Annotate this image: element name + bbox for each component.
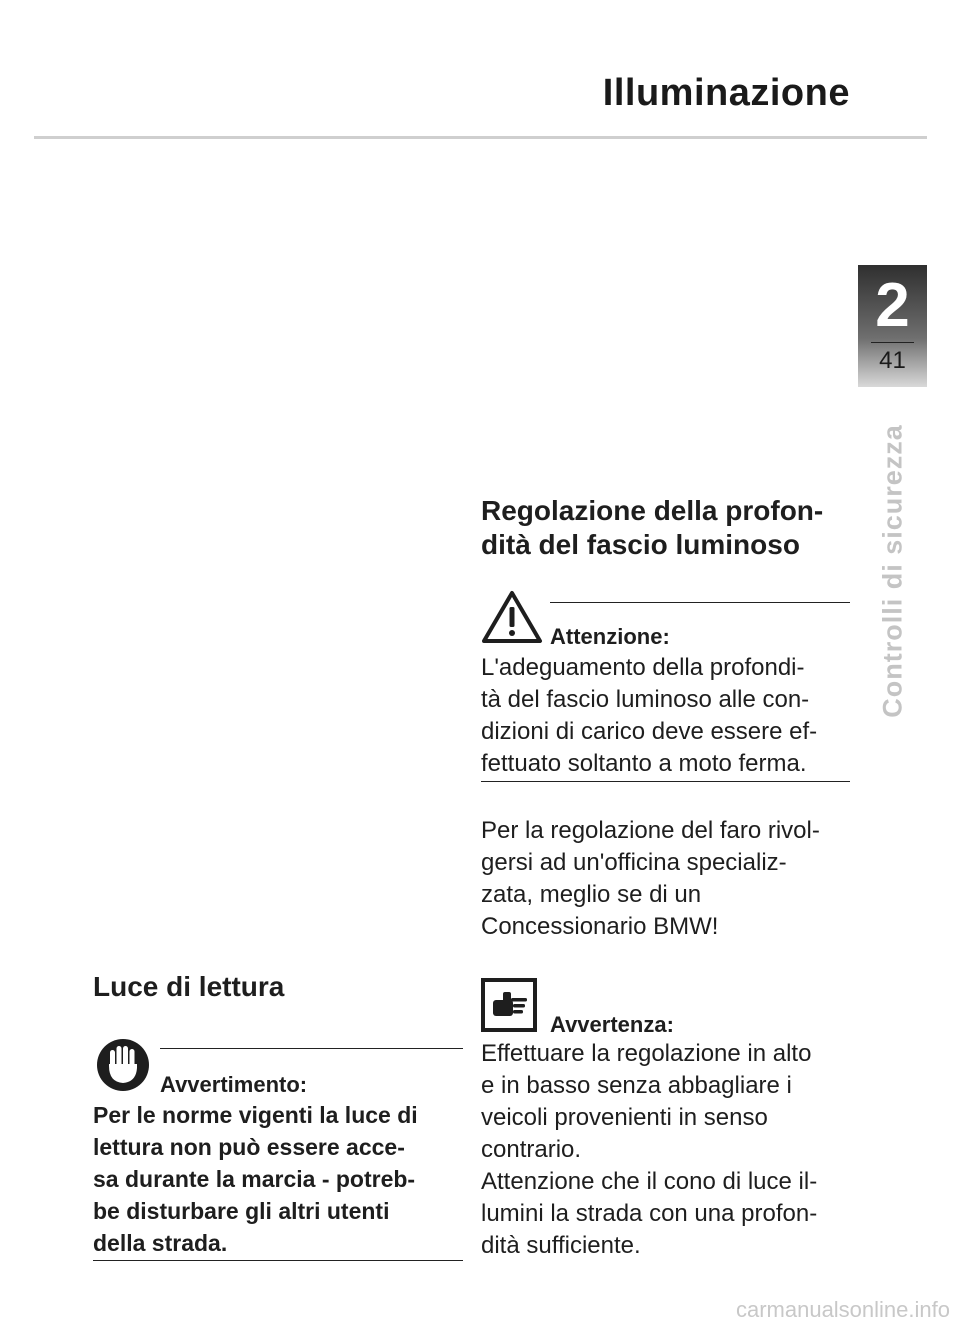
chapter-divider — [871, 342, 914, 343]
attention-line: tà del fascio luminoso alle con- — [481, 686, 810, 713]
attention-top-rule — [550, 602, 850, 603]
chapter-tab — [858, 265, 927, 387]
chapter-number: 2 — [875, 271, 910, 340]
note-line: Attenzione che il cono di luce il- — [481, 1168, 818, 1195]
adjustment-instructions — [481, 815, 820, 943]
note-line: e in basso senza abbagliare i — [481, 1072, 792, 1099]
instruction-line: Per la regolazione del faro rivol- — [481, 817, 820, 844]
header-divider — [34, 136, 927, 139]
attention-line: fettuato soltanto a moto ferma. — [481, 750, 807, 777]
heading-beam-adjustment — [481, 494, 823, 562]
warning-line: Per le norme vigenti la luce di — [93, 1102, 418, 1128]
warning-top-rule — [160, 1048, 463, 1049]
warning-bottom-rule — [93, 1260, 463, 1261]
warning-line: be disturbare gli altri utenti — [93, 1198, 390, 1224]
attention-line: dizioni di carico deve essere ef- — [481, 718, 818, 745]
stop-hand-icon — [96, 1038, 150, 1097]
instruction-line: gersi ad un'officina specializ- — [481, 849, 787, 876]
footer-watermark[interactable]: carmanualsonline.info — [735, 1297, 950, 1322]
note-line: dità sufficiente. — [481, 1232, 641, 1259]
note-title: Avvertenza: — [550, 1012, 674, 1037]
section-side-label: Controlli di sicurezza — [877, 424, 908, 718]
warning-line: sa durante la marcia - potreb- — [93, 1166, 416, 1192]
heading-line: dità del fascio luminoso — [481, 529, 800, 560]
note-line: lumini la strada con una profon- — [481, 1200, 818, 1227]
warning-line: lettura non può essere acce- — [93, 1134, 405, 1160]
heading-line: Regolazione della profon- — [481, 495, 824, 526]
attention-line: L'adeguamento della profondi- — [481, 654, 805, 681]
heading-reading-light: Luce di lettura — [93, 971, 285, 1002]
instruction-line: Concessionario BMW! — [481, 913, 719, 940]
note-line: contrario. — [481, 1136, 582, 1163]
warning-text — [93, 1099, 418, 1259]
page-number: 41 — [879, 347, 906, 374]
note-line: veicoli provenienti in senso — [481, 1104, 768, 1131]
warning-line: della strada. — [93, 1230, 228, 1256]
instruction-line: zata, meglio se di un — [481, 881, 702, 908]
attention-text — [481, 652, 817, 780]
attention-bottom-rule — [481, 781, 850, 782]
warning-title: Avvertimento: — [160, 1072, 308, 1097]
note-text — [481, 1038, 817, 1262]
warning-triangle-icon — [481, 590, 543, 649]
attention-title: Attenzione: — [550, 624, 670, 649]
note-line: Effettuare la regolazione in alto — [481, 1040, 812, 1067]
page-title: Illuminazione — [602, 72, 850, 114]
note-hand-icon — [481, 978, 537, 1037]
